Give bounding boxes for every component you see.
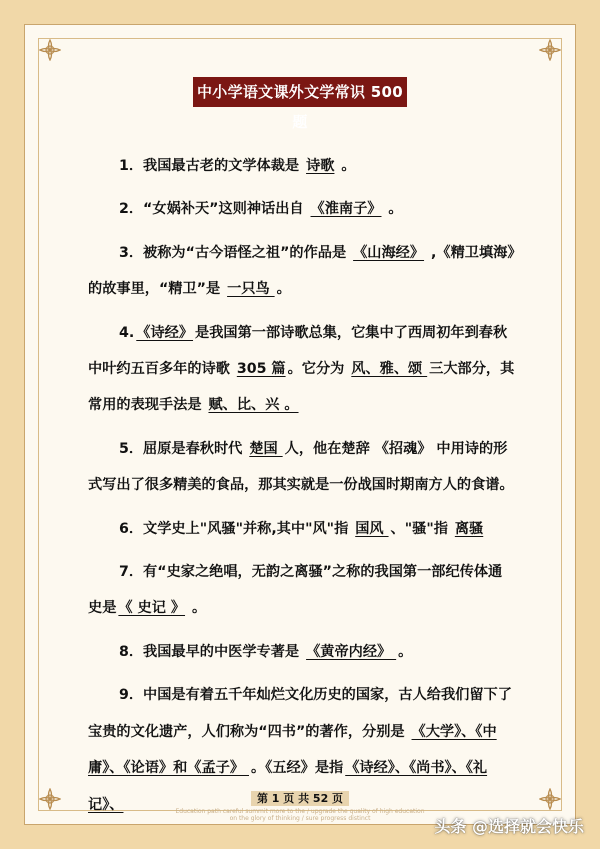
question-text: 5．屈原是春秋时代 xyxy=(119,440,248,457)
question-text: 4. xyxy=(119,324,135,341)
answer-text: 《大学》、《中庸》、《论语》和《孟子》 xyxy=(88,723,497,777)
answer-text: 《诗经》、《尚书》、《礼记》、 xyxy=(88,760,488,813)
page-number: 第 1 页 共 52 页 xyxy=(0,790,600,806)
question-item xyxy=(88,634,516,670)
corner-ornament-icon xyxy=(539,39,561,61)
question-text: 是我国第一部诗歌总集，它集中了西周初年到春秋中叶约五百多年的诗歌 xyxy=(88,324,508,378)
fine-print: Education path careful summit more to the / upgrade the quality of high education on the glory of thinking / sure progress distinct xyxy=(175,808,425,822)
corner-ornament-icon xyxy=(39,39,61,61)
answer-text: 风、雅、颂 xyxy=(351,361,428,378)
question-item xyxy=(88,235,516,308)
answer-text: 《淮南子》 xyxy=(310,201,382,218)
question-text: 。《五经》是指 xyxy=(251,760,344,777)
question-item xyxy=(88,148,516,184)
question-text: ,《精卫填海》的故事里，“精卫”是 xyxy=(88,244,515,298)
question-text: 。它分为 xyxy=(287,361,350,378)
question-text: 2．“女娲补天”这则神话出自 xyxy=(119,201,309,218)
question-text: 8．我国最早的中医学专著是 xyxy=(119,643,305,660)
question-text: 3．被称为“古今语怪之祖”的作品是 xyxy=(119,244,352,261)
answer-text: 赋、比、兴 。 xyxy=(208,397,299,414)
answer-text: 《黄帝内经》 xyxy=(306,643,397,660)
question-item xyxy=(88,431,516,504)
watermark: 头条 @选择就会快乐 xyxy=(434,817,584,836)
answer-text: 离骚 xyxy=(454,520,484,537)
question-text: 6．文学史上"风骚"并称,其中"风"指 xyxy=(119,520,354,537)
answer-text: 楚国 xyxy=(249,440,283,457)
question-text: 1．我国最古老的文学体裁是 xyxy=(119,158,305,174)
question-text: 。 xyxy=(336,158,356,174)
question-text: 。 xyxy=(276,281,291,298)
question-item xyxy=(88,554,516,627)
answer-text: 《 史记 》 xyxy=(118,600,186,617)
question-text: 。 xyxy=(187,600,207,617)
question-text: 、"骚"指 xyxy=(390,520,453,537)
question-text: 三大部分，其常用的表现手法是 xyxy=(88,361,515,414)
answer-text: 国风 xyxy=(355,520,389,537)
answer-text: 诗歌 xyxy=(306,158,335,174)
answer-text: 一只鸟 xyxy=(227,281,275,298)
question-text: 。 xyxy=(398,643,413,660)
question-text: 9．中国是有着五千年灿烂文化历史的国家，古人给我们留下了宝贵的文化遗产，人们称为“四书”的著作，分别是 xyxy=(88,687,512,740)
question-text: 7．有“史家之绝唱，无韵之离骚”之称的我国第一部纪传体通史是 xyxy=(88,564,503,617)
answer-text: 《山海经》 xyxy=(353,244,425,261)
answer-text: 《诗经》 xyxy=(136,324,194,341)
page-title: 中小学语文课外文学常识 500 题 xyxy=(193,77,407,107)
question-text: 。 xyxy=(383,201,403,218)
question-text: 人，他在楚辞 《招魂》 中用诗的形式写出了很多精美的食品，那其实就是一份战国时期南方人的食谱。 xyxy=(88,440,514,494)
question-item xyxy=(88,511,516,547)
question-list xyxy=(88,148,516,830)
question-item xyxy=(88,191,516,227)
question-item xyxy=(88,315,516,424)
answer-text: 305 篇 xyxy=(236,361,286,378)
